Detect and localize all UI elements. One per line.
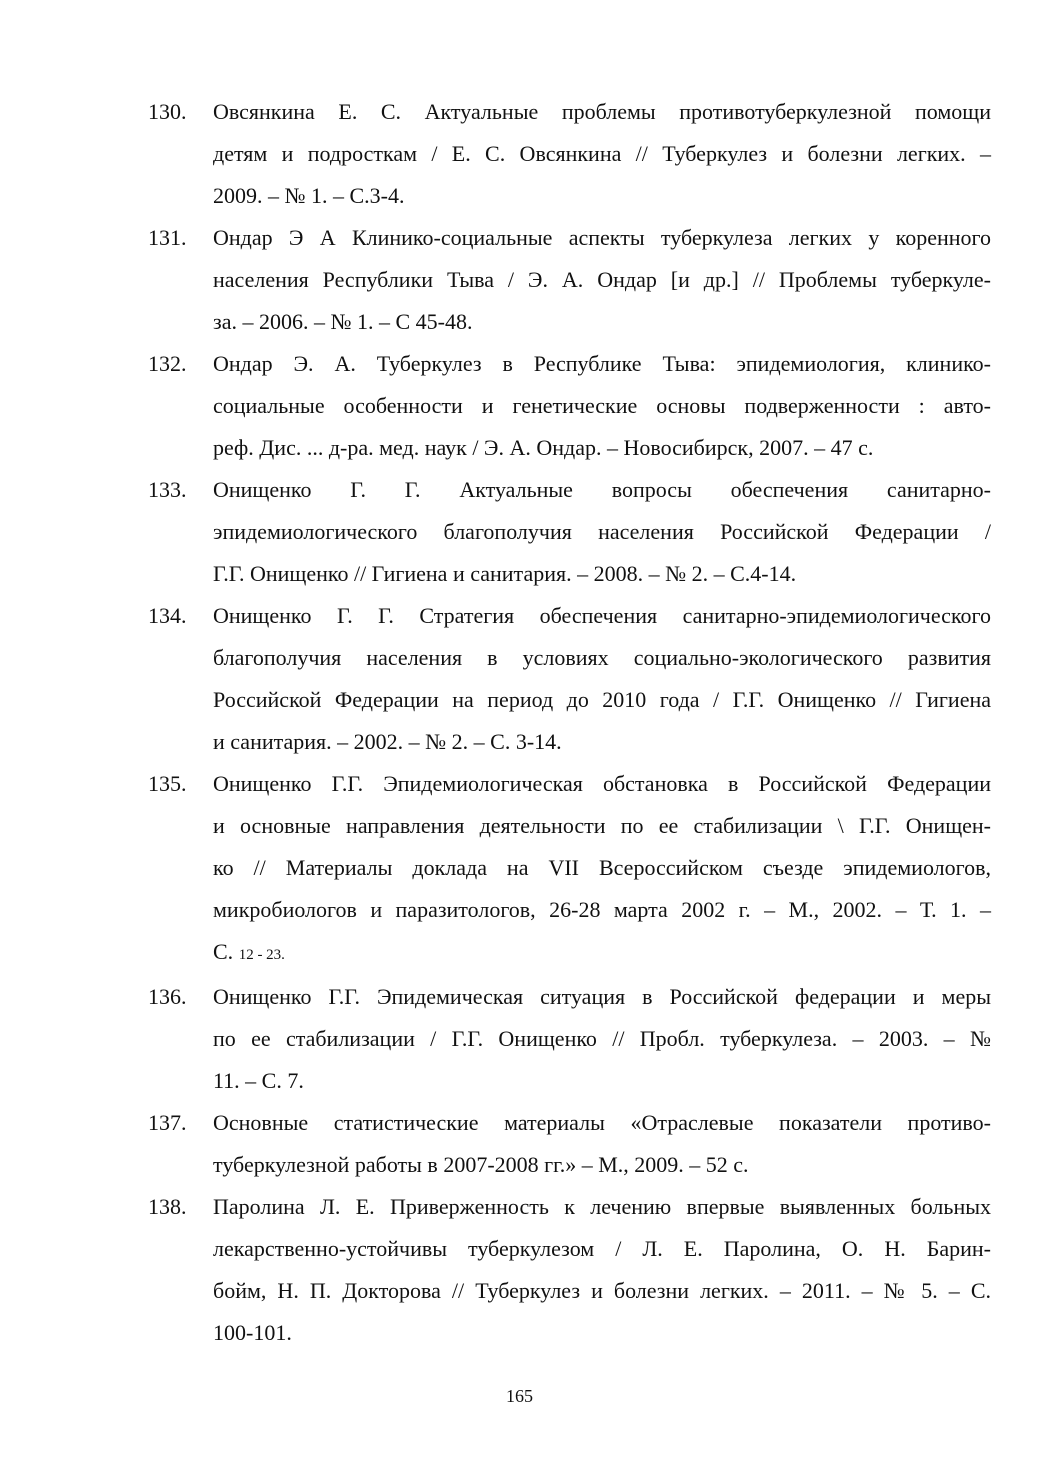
- reference-line: туберкулезной работы в 2007-2008 гг.» – М., 2009. – 52 с.: [213, 1152, 749, 1177]
- reference-number: 137.: [148, 1110, 187, 1135]
- reference-text: [213, 91, 991, 217]
- reference-text: [213, 1102, 991, 1186]
- reference-line: Основные статистические материалы «Отраслевые показатели противо-: [213, 1110, 991, 1135]
- reference-item: [148, 91, 991, 217]
- reference-line: 100-101.: [213, 1320, 292, 1345]
- reference-item: [148, 469, 991, 595]
- reference-line: эпидемиологического благополучия населения Российской Федерации /: [213, 519, 991, 544]
- reference-number: 138.: [148, 1194, 187, 1219]
- reference-item: [148, 343, 991, 469]
- reference-item: [148, 1102, 991, 1186]
- reference-line: социальные особенности и генетические основы подверженности : авто-: [213, 393, 991, 418]
- reference-line: Ондар Э А Клинико-социальные аспекты туберкулеза легких у коренного: [213, 225, 991, 250]
- reference-line: за. – 2006. – № 1. – С 45-48.: [213, 309, 473, 334]
- reference-line: Онищенко Г. Г. Актуальные вопросы обеспечения санитарно-: [213, 477, 991, 502]
- reference-number: 134.: [148, 603, 187, 628]
- reference-text: [213, 763, 991, 976]
- reference-item: [148, 1186, 991, 1354]
- reference-page-range: 12 - 23.: [238, 947, 285, 963]
- reference-line: Паролина Л. Е. Приверженность к лечению впервые выявленных больных: [213, 1194, 991, 1219]
- reference-line: по ее стабилизации / Г.Г. Онищенко // Пробл. туберкулеза. – 2003. – №: [213, 1026, 991, 1051]
- reference-number: 130.: [148, 99, 187, 124]
- reference-number: 131.: [148, 225, 187, 250]
- reference-line: Онищенко Г.Г. Эпидемическая ситуация в Российской федерации и меры: [213, 984, 991, 1009]
- reference-text: [213, 595, 991, 763]
- reference-item: [148, 217, 991, 343]
- reference-line: Российской Федерации на период до 2010 года / Г.Г. Онищенко // Гигиена: [213, 687, 991, 712]
- reference-number: 133.: [148, 477, 187, 502]
- reference-line: реф. Дис. ... д-ра. мед. наук / Э. А. Ондар. – Новосибирск, 2007. – 47 с.: [213, 435, 874, 460]
- reference-line: Онищенко Г. Г. Стратегия обеспечения санитарно-эпидемиологического: [213, 603, 991, 628]
- reference-line: благополучия населения в условиях социально-экологического развития: [213, 645, 991, 670]
- reference-item: [148, 763, 991, 976]
- reference-text: [213, 469, 991, 595]
- reference-line: и санитария. – 2002. – № 2. – С. 3-14.: [213, 729, 562, 754]
- reference-text: [213, 1186, 991, 1354]
- reference-number: 132.: [148, 351, 187, 376]
- reference-line: [213, 931, 991, 976]
- reference-line: лекарственно-устойчивы туберкулезом / Л. Е. Паролина, О. Н. Барин-: [213, 1236, 991, 1261]
- reference-number: 135.: [148, 771, 187, 796]
- reference-line: 11. – С. 7.: [213, 1068, 304, 1093]
- reference-line: Ондар Э. А. Туберкулез в Республике Тыва: эпидемиология, клинико-: [213, 351, 991, 376]
- reference-list: [148, 91, 991, 1354]
- reference-line: Овсянкина Е. С. Актуальные проблемы противотуберкулезной помощи: [213, 99, 991, 124]
- reference-line: Онищенко Г.Г. Эпидемиологическая обстановка в Российской Федерации: [213, 771, 991, 796]
- reference-line: населения Республики Тыва / Э. А. Ондар [и др.] // Проблемы туберкуле-: [213, 267, 991, 292]
- reference-text: [213, 343, 991, 469]
- reference-text: [213, 217, 991, 343]
- reference-text: [213, 976, 991, 1102]
- page-number: 165: [506, 1386, 533, 1406]
- reference-line-prefix: С.: [213, 939, 239, 964]
- reference-item: [148, 976, 991, 1102]
- reference-line: ко // Материалы доклада на VII Всероссийском съезде эпидемиологов,: [213, 855, 991, 880]
- reference-number: 136.: [148, 984, 187, 1009]
- reference-line: и основные направления деятельности по ее стабилизации \ Г.Г. Онищен-: [213, 813, 991, 838]
- reference-line: Г.Г. Онищенко // Гигиена и санитария. – 2008. – № 2. – С.4-14.: [213, 561, 797, 586]
- reference-item: [148, 595, 991, 763]
- reference-line: 2009. – № 1. – С.3-4.: [213, 183, 405, 208]
- reference-line: микробиологов и паразитологов, 26-28 марта 2002 г. – М., 2002. – Т. 1. –: [213, 897, 991, 922]
- reference-line: детям и подросткам / Е. С. Овсянкина // Туберкулез и болезни легких. –: [213, 141, 991, 166]
- reference-line: бойм, Н. П. Докторова // Туберкулез и болезни легких. – 2011. – № 5. – С.: [213, 1278, 991, 1303]
